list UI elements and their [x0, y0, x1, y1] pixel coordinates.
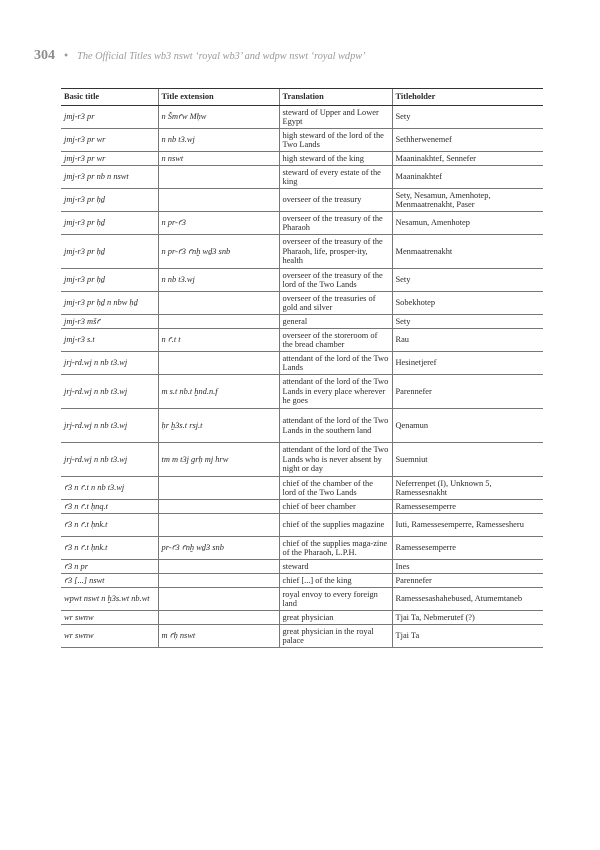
- table-row: [61, 152, 543, 166]
- table-row: [61, 588, 543, 611]
- translation-cell: chief of the supplies maga-zine of the Pharaoh, L.P.H.: [279, 537, 392, 560]
- title-extension-cell: [158, 500, 279, 514]
- titles-table: [61, 88, 543, 648]
- table-row: [61, 625, 543, 648]
- titleholder-cell: Sety: [392, 106, 543, 129]
- running-header: [34, 44, 574, 64]
- column-header-titleholder: Titleholder: [392, 89, 543, 106]
- table-row: [61, 514, 543, 537]
- table-row: [61, 235, 543, 269]
- basic-title-cell: jmj-r3 pr ḥḏ: [61, 212, 158, 235]
- basic-title-cell: jrj-rd.wj n nb t3.wj: [61, 443, 158, 477]
- basic-title-cell: jmj-r3 pr wr: [61, 152, 158, 166]
- title-extension-cell: [158, 588, 279, 611]
- table-row: [61, 129, 543, 152]
- title-extension-cell: [158, 514, 279, 537]
- titleholder-cell: Menmaatrenakht: [392, 235, 543, 269]
- table-row: [61, 611, 543, 625]
- titleholder-cell: Suemniut: [392, 443, 543, 477]
- table-row: [61, 537, 543, 560]
- translation-cell: steward of every estate of the king: [279, 166, 392, 189]
- basic-title-cell: wpwt nswt n ḫ3s.wt nb.wt: [61, 588, 158, 611]
- titleholder-cell: Iuti, Ramessesemperre, Ramessesheru: [392, 514, 543, 537]
- titleholder-cell: Parennefer: [392, 375, 543, 409]
- translation-cell: steward: [279, 560, 392, 574]
- titleholder-cell: Maaninakhtef, Sennefer: [392, 152, 543, 166]
- title-extension-cell: ḥr ḫ3s.t rsj.t: [158, 409, 279, 443]
- basic-title-cell: jrj-rd.wj n nb t3.wj: [61, 409, 158, 443]
- translation-cell: high steward of the lord of the Two Lands: [279, 129, 392, 152]
- table-row: [61, 574, 543, 588]
- title-extension-cell: pr-ꜥ3 ꜥnḫ wḏ3 snb: [158, 537, 279, 560]
- titleholder-cell: Sethherwenemef: [392, 129, 543, 152]
- title-extension-cell: [158, 574, 279, 588]
- title-extension-cell: n Šmꜥw Mḥw: [158, 106, 279, 129]
- title-extension-cell: n pr-ꜥ3 ꜥnḫ wḏ3 snb: [158, 235, 279, 269]
- titleholder-cell: Parennefer: [392, 574, 543, 588]
- translation-cell: high steward of the king: [279, 152, 392, 166]
- basic-title-cell: jmj-r3 pr ḥḏ n nbw ḥḏ: [61, 292, 158, 315]
- basic-title-cell: ꜥ3 n ꜥ.t n nb t3.wj: [61, 477, 158, 500]
- title-extension-cell: [158, 352, 279, 375]
- translation-cell: great physician: [279, 611, 392, 625]
- basic-title-cell: jmj-r3 pr wr: [61, 129, 158, 152]
- basic-title-cell: jmj-r3 mšꜥ: [61, 315, 158, 329]
- column-header-title-extension: Title extension: [158, 89, 279, 106]
- translation-cell: steward of Upper and Lower Egypt: [279, 106, 392, 129]
- table-row: [61, 409, 543, 443]
- titleholder-cell: Ramessesemperre: [392, 500, 543, 514]
- basic-title-cell: ꜥ3 n ꜥ.t ḥnk.t: [61, 514, 158, 537]
- table-row: [61, 166, 543, 189]
- titleholder-cell: Sety: [392, 315, 543, 329]
- titleholder-cell: Hesinetjeref: [392, 352, 543, 375]
- translation-cell: overseer of the treasury of the lord of the Two Lands: [279, 269, 392, 292]
- translation-cell: overseer of the storeroom of the bread chamber: [279, 329, 392, 352]
- translation-cell: chief of the chamber of the lord of the Two Lands: [279, 477, 392, 500]
- translation-cell: overseer of the treasury: [279, 189, 392, 212]
- title-extension-cell: [158, 477, 279, 500]
- title-extension-cell: m s.t nb.t ḫnd.n.f: [158, 375, 279, 409]
- titleholder-cell: Nesamun, Amenhotep: [392, 212, 543, 235]
- table-row: [61, 189, 543, 212]
- basic-title-cell: ꜥ3 [...] nswt: [61, 574, 158, 588]
- title-extension-cell: [158, 166, 279, 189]
- title-extension-cell: n ꜥ.t t: [158, 329, 279, 352]
- titleholder-cell: Qenamun: [392, 409, 543, 443]
- title-extension-cell: n nb t3.wj: [158, 269, 279, 292]
- translation-cell: great physician in the royal palace: [279, 625, 392, 648]
- basic-title-cell: ꜥ3 n pr: [61, 560, 158, 574]
- title-extension-cell: m ꜥḥ nswt: [158, 625, 279, 648]
- table-body: [61, 106, 543, 648]
- titleholder-cell: Tjai Ta: [392, 625, 543, 648]
- table-row: [61, 375, 543, 409]
- table-header-row: [61, 89, 543, 106]
- basic-title-cell: jmj-r3 pr ḥḏ: [61, 189, 158, 212]
- basic-title-cell: wr swnw: [61, 611, 158, 625]
- title-extension-cell: [158, 560, 279, 574]
- table-row: [61, 500, 543, 514]
- title-extension-cell: [158, 315, 279, 329]
- titleholder-cell: Sobekhotep: [392, 292, 543, 315]
- translation-cell: royal envoy to every foreign land: [279, 588, 392, 611]
- translation-cell: overseer of the treasuries of gold and silver: [279, 292, 392, 315]
- table-row: [61, 352, 543, 375]
- titleholder-cell: Neferrenpet (I), Unknown 5, Ramessesnakht: [392, 477, 543, 500]
- translation-cell: chief of the supplies magazine: [279, 514, 392, 537]
- title-extension-cell: [158, 189, 279, 212]
- table-row: [61, 106, 543, 129]
- translation-cell: overseer of the treasury of the Pharaoh: [279, 212, 392, 235]
- titleholder-cell: Ines: [392, 560, 543, 574]
- translation-cell: attendant of the lord of the Two Lands: [279, 352, 392, 375]
- translation-cell: attendant of the lord of the Two Lands who is never absent by night or day: [279, 443, 392, 477]
- header-bullet: •: [63, 51, 69, 62]
- table-row: [61, 212, 543, 235]
- basic-title-cell: wr swnw: [61, 625, 158, 648]
- titleholder-cell: Sety, Nesamun, Amenhotep, Menmaatrenakht, Paser: [392, 189, 543, 212]
- title-extension-cell: n nb t3.wj: [158, 129, 279, 152]
- column-header-basic-title: Basic title: [61, 89, 158, 106]
- column-header-translation: Translation: [279, 89, 392, 106]
- translation-cell: attendant of the lord of the Two Lands in the southern land: [279, 409, 392, 443]
- titleholder-cell: Rau: [392, 329, 543, 352]
- titleholder-cell: Sety: [392, 269, 543, 292]
- page-number: 304: [34, 48, 55, 63]
- table-row: [61, 477, 543, 500]
- basic-title-cell: ꜥ3 n ꜥ.t ḥnk.t: [61, 537, 158, 560]
- basic-title-cell: jmj-r3 s.t: [61, 329, 158, 352]
- basic-title-cell: jmj-r3 pr ḥḏ: [61, 235, 158, 269]
- translation-cell: overseer of the treasury of the Pharaoh, life, prosper-ity, health: [279, 235, 392, 269]
- basic-title-cell: jmj-r3 pr ḥḏ: [61, 269, 158, 292]
- titleholder-cell: Ramessesemperre: [392, 537, 543, 560]
- title-extension-cell: n nswt: [158, 152, 279, 166]
- translation-cell: chief of beer chamber: [279, 500, 392, 514]
- table-row: [61, 315, 543, 329]
- translation-cell: attendant of the lord of the Two Lands in every place wherever he goes: [279, 375, 392, 409]
- translation-cell: chief [...] of the king: [279, 574, 392, 588]
- titleholder-cell: Maaninakhtef: [392, 166, 543, 189]
- table-row: [61, 560, 543, 574]
- basic-title-cell: jmj-r3 pr nb n nswt: [61, 166, 158, 189]
- title-extension-cell: n pr-ꜥ3: [158, 212, 279, 235]
- basic-title-cell: ꜥ3 n ꜥ.t ḥnq.t: [61, 500, 158, 514]
- basic-title-cell: jrj-rd.wj n nb t3.wj: [61, 375, 158, 409]
- running-title: The Official Titles wb3 nswt ‘royal wb3’ and wdpw nswt ‘royal wdpw’: [77, 51, 366, 62]
- table-row: [61, 269, 543, 292]
- title-extension-cell: tm m t3j grḥ mj hrw: [158, 443, 279, 477]
- translation-cell: general: [279, 315, 392, 329]
- table-row: [61, 443, 543, 477]
- table-row: [61, 329, 543, 352]
- titleholder-cell: Ramessesashahebused, Atumemtaneb: [392, 588, 543, 611]
- title-extension-cell: [158, 292, 279, 315]
- basic-title-cell: jmj-r3 pr: [61, 106, 158, 129]
- title-extension-cell: [158, 611, 279, 625]
- table-row: [61, 292, 543, 315]
- titleholder-cell: Tjai Ta, Nebmerutef (?): [392, 611, 543, 625]
- basic-title-cell: jrj-rd.wj n nb t3.wj: [61, 352, 158, 375]
